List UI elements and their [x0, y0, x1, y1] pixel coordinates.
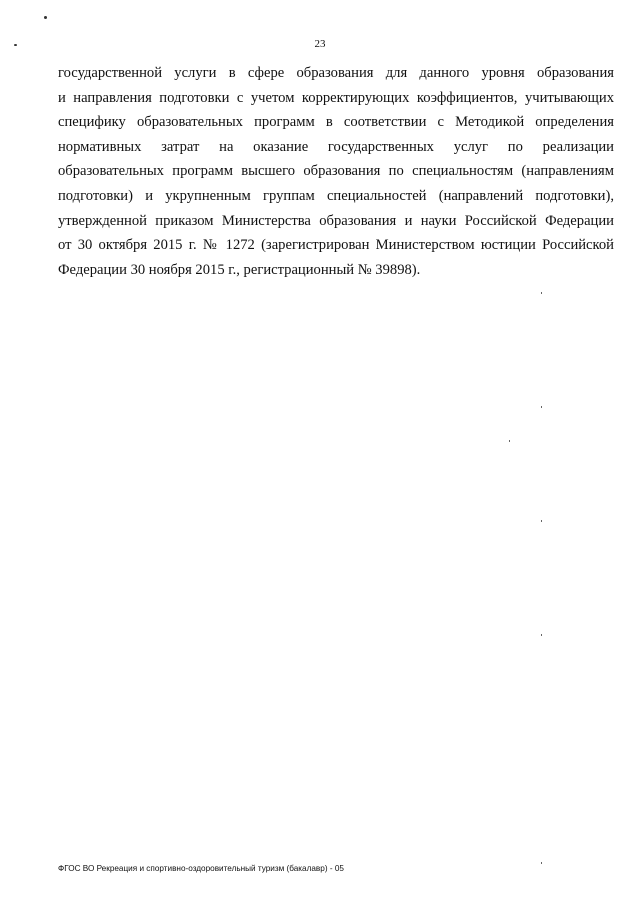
scan-speck [541, 292, 542, 294]
scan-speck [44, 16, 47, 19]
body-line: Федерации 30 ноября 2015 г., регистрационный № 39898). [58, 261, 421, 278]
body-line: образовательных программ высшего образования по специальностям (направлениям [58, 163, 614, 180]
page-number: 23 [314, 38, 326, 50]
body-line: и направления подготовки с учетом корректирующих коэффициентов, учитывающих [58, 89, 614, 106]
scan-speck [541, 634, 542, 636]
body-line: нормативных затрат на оказание государственных услуг по реализации [58, 138, 614, 155]
scan-speck [541, 520, 542, 522]
scan-speck [541, 862, 542, 864]
body-line: от 30 октября 2015 г. № 1272 (зарегистрирован Министерством юстиции Российской [58, 237, 614, 254]
scan-speck [509, 440, 510, 442]
scan-speck [541, 406, 542, 408]
body-line: подготовки) и укрупненным группам специальностей (направлений подготовки), [58, 187, 614, 204]
body-line: утвержденной приказом Министерства образования и науки Российской Федерации [58, 212, 614, 229]
body-line: специфику образовательных программ в соответствии с Методикой определения [58, 114, 614, 131]
body-line: государственной услуги в сфере образования для данного уровня образования [58, 65, 614, 81]
body-paragraph [58, 61, 614, 282]
document-footer: ФГОС ВО Рекреация и спортивно-оздоровительный туризм (бакалавр) - 05 [58, 864, 344, 873]
